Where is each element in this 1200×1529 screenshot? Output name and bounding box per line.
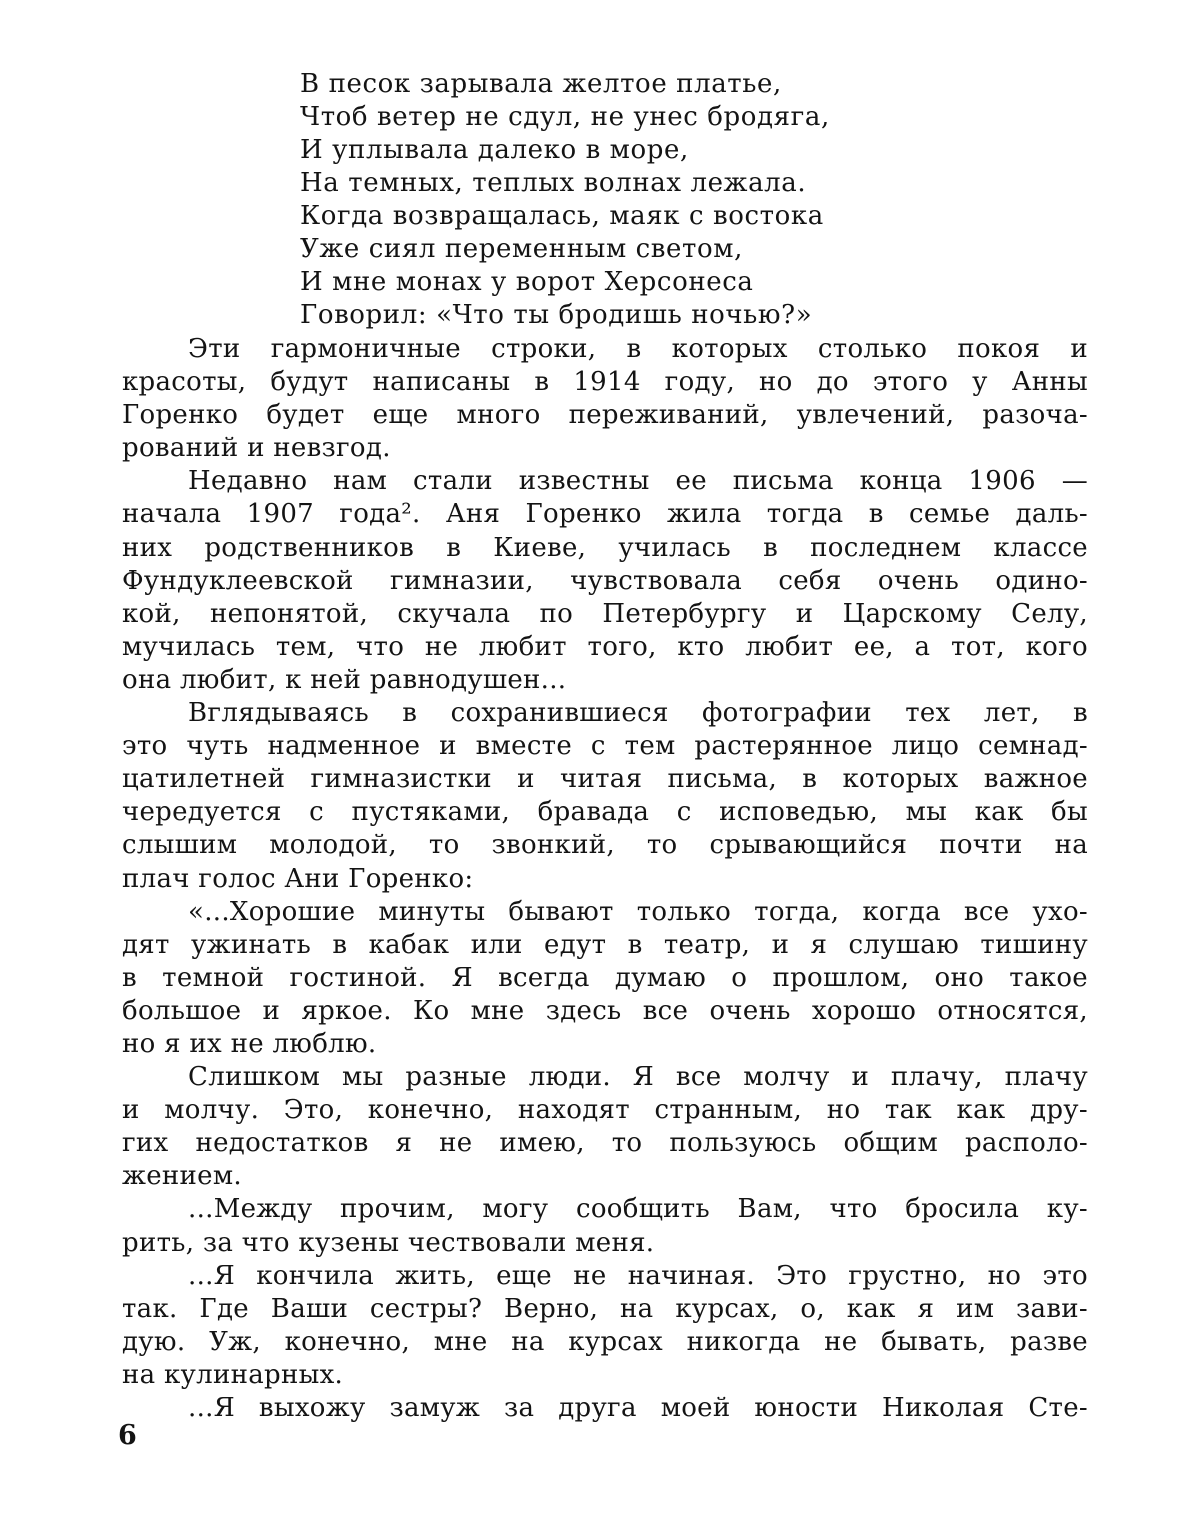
text-line: Горенко будет еще много переживаний, увлечений, разоча- — [122, 400, 1088, 431]
poem-line: В песок зарывала желтое платье, — [300, 69, 782, 99]
text-line: красоты, будут написаны в 1914 году, но до этого у Анны — [122, 367, 1088, 398]
text-line: чередуется с пустяками, бравада с исповедью, мы как бы — [122, 797, 1088, 828]
paragraph — [122, 1193, 1088, 1259]
text-line: них родственников в Киеве, училась в последнем классе — [122, 532, 1088, 563]
text-line: дят ужинать в кабак или едут в театр, и я слушаю тишину — [122, 929, 1088, 960]
poem-line: Чтоб ветер не сдул, не унес бродяга, — [300, 102, 830, 132]
poem-stanza — [300, 68, 1080, 332]
poem-line: На темных, теплых волнах лежала. — [300, 168, 807, 198]
text-line: она любит, к ней равнодушен... — [122, 664, 567, 695]
text-line: рований и невзгод. — [122, 433, 391, 464]
text-line: Эти гармоничные строки, в которых столько покоя и — [188, 334, 1088, 364]
page-number: 6 — [118, 1420, 137, 1451]
text-line: гих недостатков я не имею, то пользуюсь общим располо- — [122, 1128, 1088, 1159]
text-line: Вглядываясь в сохранившиеся фотографии тех лет, в — [188, 698, 1088, 729]
poem-line: И мне монах у ворот Херсонеса — [300, 267, 754, 297]
text-line: Слишком мы разные люди. Я все молчу и плачу, плачу — [188, 1062, 1088, 1093]
text-line: плач голос Ани Горенко: — [122, 863, 474, 894]
text-line: это чуть надменное и вместе с тем растерянное лицо семнад- — [122, 731, 1088, 762]
text-line: дую. Уж, конечно, мне на курсах никогда не бывать, разве — [122, 1326, 1088, 1357]
text-line: ...Я кончила жить, еще не начиная. Это грустно, но это — [188, 1260, 1088, 1291]
text-line: ...Между прочим, могу сообщить Вам, что бросила ку- — [188, 1194, 1088, 1225]
prose-body — [122, 333, 1088, 1425]
text-line: так. Где Ваши сестры? Верно, на курсах, о, как я им зави- — [122, 1293, 1088, 1324]
poem-line: Говорил: «Что ты бродишь ночью?» — [300, 300, 813, 330]
paragraph — [122, 333, 1088, 465]
poem-line: Когда возвращалась, маяк с востока — [300, 201, 824, 231]
text-line: жением. — [122, 1161, 242, 1192]
paragraph — [122, 465, 1088, 697]
text-line: мучилась тем, что не любит того, кто любит ее, а тот, кого — [122, 631, 1088, 662]
text-line: в темной гостиной. Я всегда думаю о прошлом, оно такое — [122, 962, 1088, 993]
text-line: «...Хорошие минуты бывают только тогда, когда все ухо- — [188, 896, 1088, 927]
text-line: Фундуклеевской гимназии, чувствовала себя очень одино- — [122, 565, 1088, 596]
text-line: слышим молодой, то звонкий, то срывающийся почти на — [122, 830, 1088, 861]
text-line: начала 1907 года². Аня Горенко жила тогда в семье даль- — [122, 499, 1088, 530]
paragraph — [122, 1061, 1088, 1193]
paragraph — [122, 896, 1088, 1061]
poem-line: Уже сиял переменным светом, — [300, 234, 743, 264]
text-line: и молчу. Это, конечно, находят странным, но так как дру- — [122, 1095, 1088, 1126]
text-line: кой, непонятой, скучала по Петербургу и Царскому Селу, — [122, 598, 1088, 629]
text-line: ...Я выхожу замуж за друга моей юности Николая Сте- — [188, 1393, 1088, 1423]
text-line: на кулинарных. — [122, 1359, 344, 1390]
text-line: рить, за что кузены чествовали меня. — [122, 1227, 655, 1258]
paragraph — [122, 697, 1088, 896]
poem-line: И уплывала далеко в море, — [300, 135, 689, 165]
paragraph — [122, 1260, 1088, 1392]
text-line: цатилетней гимназистки и читая письма, в которых важное — [122, 764, 1088, 795]
text-line: Недавно нам стали известны ее письма конца 1906 — — [188, 466, 1088, 497]
paragraph — [122, 1392, 1088, 1425]
text-line: большое и яркое. Ко мне здесь все очень хорошо относятся, — [122, 995, 1088, 1026]
text-line: но я их не люблю. — [122, 1028, 377, 1059]
